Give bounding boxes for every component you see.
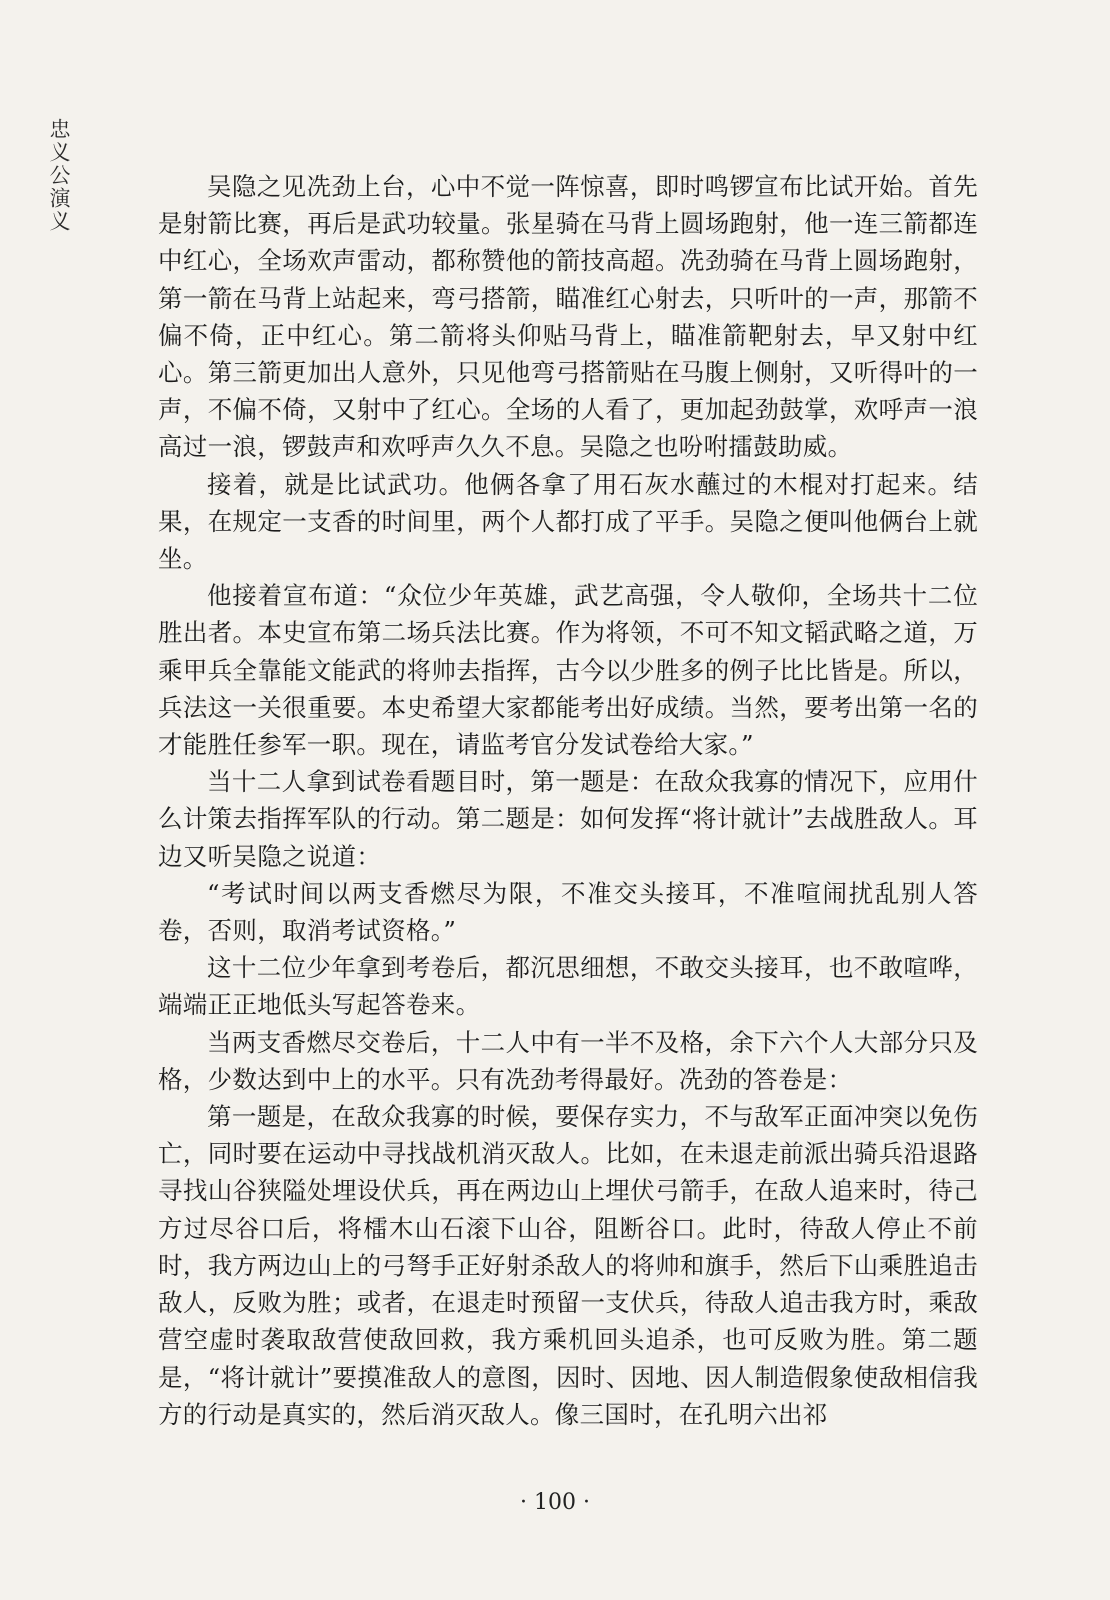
page-number: · 100 · bbox=[520, 1490, 590, 1515]
paragraph: 当十二人拿到试卷看题目时，第一题是：在敌众我寡的情况下，应用什么计策去指挥军队的行动。第二题是：如何发挥“将计就计”去战胜敌人。耳边又听吴隐之说道： bbox=[158, 767, 978, 871]
paragraph: 当两支香燃尽交卷后，十二人中有一半不及格，余下六个人大部分只及格，少数达到中上的水平。只有冼劲考得最好。冼劲的答卷是： bbox=[158, 1027, 978, 1094]
paragraph: 接着，就是比试武功。他俩各拿了用石灰水蘸过的木棍对打起来。结果，在规定一支香的时间里，两个人都打成了平手。吴隐之便叫他俩台上就坐。 bbox=[158, 469, 978, 574]
paragraph: 第一题是，在敌众我寡的时候，要保存实力，不与敌军正面冲突以免伤亡，同时要在运动中寻找战机消灭敌人。比如，在未退走前派出骑兵沿退路寻找山谷狭隘处埋设伏兵，再在两边山上埋伏弓箭手，在敌人追来时，待己方过尽谷口后，将檑木山石滚下山谷，阻断谷口。此时，待敌人停止不前时，我方两边山上的弓弩手正好射杀敌人的将帅和旗手，然后下山乘胜追击敌人，反败为胜；或者，在退走时预留一支伏兵，待敌人追击我方时，乘敌营空虚时袭取敌营使敌回救，我方乘机回头追杀，也可反败为胜。第二题是，“将计就计”要摸准敌人的意图，因时、因地、因人制造假象使敌相信我方的行动是真实的，然后消灭敌人。像三国时，在孔明六出祁 bbox=[158, 1102, 978, 1429]
paragraph: “考试时间以两支香燃尽为限，不准交头接耳，不准喧闹扰乱别人答卷，否则，取消考试资格。” bbox=[158, 878, 978, 946]
paragraph: 这十二位少年拿到考卷后，都沉思细想，不敢交头接耳，也不敢喧哗，端端正正地低头写起答卷来。 bbox=[158, 953, 978, 1020]
paragraph: 他接着宣布道：“众位少年英雄，武艺高强，令人敬仰，全场共十二位胜出者。本史宣布第二场兵法比赛。作为将领，不可不知文韬武略之道，万乘甲兵全靠能文能武的将帅去指挥，古今以少胜多的例子比比皆是。所以，兵法这一关很重要。本史希望大家都能考出好成绩。当然，要考出第一名的才能胜任参军一职。现在，请监考官分发试卷给大家。” bbox=[158, 581, 978, 760]
paragraph: 吴隐之见冼劲上台，心中不觉一阵惊喜，即时鸣锣宣布比试开始。首先是射箭比赛，再后是武功较量。张星骑在马背上圆场跑射，他一连三箭都连中红心，全场欢声雷动，都称赞他的箭技高超。冼劲骑在马背上圆场跑射，第一箭在马背上站起来，弯弓搭箭，瞄准红心射去，只听叶的一声，那箭不偏不倚，正中红心。第二箭将头仰贴马背上，瞄准箭靶射去，早又射中红心。第三箭更加出人意外，只见他弯弓搭箭贴在马腹上侧射，又听得叶的一声，不偏不倚，又射中了红心。全场的人看了，更加起劲鼓掌，欢呼声一浪高过一浪，锣鼓声和欢呼声久久不息。吴隐之也吩咐擂鼓助威。 bbox=[158, 172, 978, 462]
body-text bbox=[158, 168, 978, 1433]
running-title: 忠义公演义 bbox=[47, 118, 71, 233]
